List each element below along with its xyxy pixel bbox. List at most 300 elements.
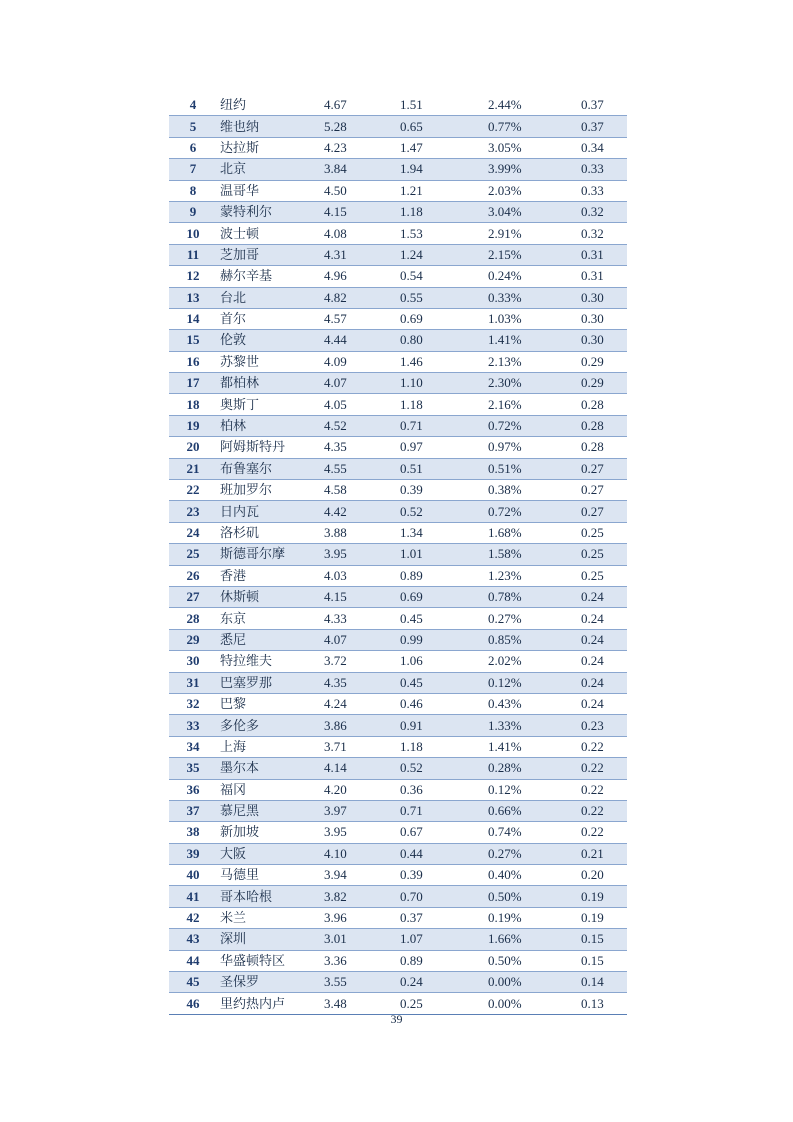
percent-cell: 1.33% bbox=[488, 715, 581, 736]
value-cell-2: 0.55 bbox=[400, 287, 488, 308]
rank-cell: 13 bbox=[169, 287, 217, 308]
table-row bbox=[169, 779, 627, 800]
score-cell: 0.32 bbox=[581, 201, 627, 222]
percent-cell: 0.00% bbox=[488, 972, 581, 993]
score-cell: 0.25 bbox=[581, 565, 627, 586]
table-row bbox=[169, 565, 627, 586]
rank-cell: 41 bbox=[169, 886, 217, 907]
city-cell: 里约热内卢 bbox=[217, 993, 324, 1014]
city-cell: 伦敦 bbox=[217, 330, 324, 351]
percent-cell: 0.12% bbox=[488, 779, 581, 800]
value-cell-1: 4.03 bbox=[324, 565, 400, 586]
city-cell: 哥本哈根 bbox=[217, 886, 324, 907]
score-cell: 0.27 bbox=[581, 458, 627, 479]
percent-cell: 0.85% bbox=[488, 629, 581, 650]
city-cell: 墨尔本 bbox=[217, 758, 324, 779]
city-cell: 纽约 bbox=[217, 95, 324, 116]
value-cell-1: 5.28 bbox=[324, 116, 400, 137]
page-number: 39 bbox=[390, 1012, 403, 1026]
rank-cell: 26 bbox=[169, 565, 217, 586]
score-cell: 0.32 bbox=[581, 223, 627, 244]
score-cell: 0.22 bbox=[581, 800, 627, 821]
percent-cell: 0.50% bbox=[488, 886, 581, 907]
value-cell-1: 3.96 bbox=[324, 907, 400, 928]
rank-cell: 6 bbox=[169, 137, 217, 158]
percent-cell: 2.30% bbox=[488, 373, 581, 394]
value-cell-1: 4.82 bbox=[324, 287, 400, 308]
city-cell: 福冈 bbox=[217, 779, 324, 800]
table-body bbox=[169, 95, 627, 1014]
score-cell: 0.24 bbox=[581, 608, 627, 629]
rank-cell: 11 bbox=[169, 244, 217, 265]
value-cell-2: 0.54 bbox=[400, 266, 488, 287]
value-cell-2: 0.65 bbox=[400, 116, 488, 137]
score-cell: 0.23 bbox=[581, 715, 627, 736]
percent-cell: 2.02% bbox=[488, 651, 581, 672]
city-cell: 奥斯丁 bbox=[217, 394, 324, 415]
percent-cell: 0.43% bbox=[488, 693, 581, 714]
value-cell-2: 0.89 bbox=[400, 950, 488, 971]
score-cell: 0.28 bbox=[581, 394, 627, 415]
rank-cell: 33 bbox=[169, 715, 217, 736]
value-cell-2: 0.71 bbox=[400, 800, 488, 821]
rank-cell: 24 bbox=[169, 522, 217, 543]
value-cell-1: 4.07 bbox=[324, 629, 400, 650]
score-cell: 0.31 bbox=[581, 244, 627, 265]
value-cell-2: 1.01 bbox=[400, 544, 488, 565]
city-cell: 台北 bbox=[217, 287, 324, 308]
rank-cell: 19 bbox=[169, 415, 217, 436]
table-row bbox=[169, 266, 627, 287]
city-cell: 芝加哥 bbox=[217, 244, 324, 265]
value-cell-2: 0.46 bbox=[400, 693, 488, 714]
value-cell-2: 0.52 bbox=[400, 501, 488, 522]
city-cell: 香港 bbox=[217, 565, 324, 586]
city-cell: 多伦多 bbox=[217, 715, 324, 736]
percent-cell: 0.19% bbox=[488, 907, 581, 928]
city-cell: 维也纳 bbox=[217, 116, 324, 137]
city-cell: 蒙特利尔 bbox=[217, 201, 324, 222]
percent-cell: 3.05% bbox=[488, 137, 581, 158]
value-cell-1: 4.52 bbox=[324, 415, 400, 436]
table-row bbox=[169, 693, 627, 714]
value-cell-2: 0.67 bbox=[400, 822, 488, 843]
city-cell: 米兰 bbox=[217, 907, 324, 928]
value-cell-2: 1.18 bbox=[400, 394, 488, 415]
percent-cell: 0.50% bbox=[488, 950, 581, 971]
rank-cell: 18 bbox=[169, 394, 217, 415]
score-cell: 0.24 bbox=[581, 693, 627, 714]
rank-cell: 14 bbox=[169, 308, 217, 329]
value-cell-2: 0.36 bbox=[400, 779, 488, 800]
city-cell: 马德里 bbox=[217, 865, 324, 886]
value-cell-2: 1.18 bbox=[400, 736, 488, 757]
rank-cell: 12 bbox=[169, 266, 217, 287]
score-cell: 0.37 bbox=[581, 95, 627, 116]
city-cell: 巴塞罗那 bbox=[217, 672, 324, 693]
score-cell: 0.15 bbox=[581, 929, 627, 950]
table-row bbox=[169, 800, 627, 821]
table-row bbox=[169, 865, 627, 886]
rank-cell: 44 bbox=[169, 950, 217, 971]
table-row bbox=[169, 672, 627, 693]
city-cell: 东京 bbox=[217, 608, 324, 629]
score-cell: 0.22 bbox=[581, 779, 627, 800]
rank-cell: 46 bbox=[169, 993, 217, 1014]
rank-cell: 35 bbox=[169, 758, 217, 779]
percent-cell: 2.16% bbox=[488, 394, 581, 415]
rank-cell: 4 bbox=[169, 95, 217, 116]
value-cell-2: 1.34 bbox=[400, 522, 488, 543]
table-row bbox=[169, 651, 627, 672]
city-cell: 布鲁塞尔 bbox=[217, 458, 324, 479]
value-cell-2: 0.37 bbox=[400, 907, 488, 928]
score-cell: 0.19 bbox=[581, 886, 627, 907]
value-cell-1: 3.36 bbox=[324, 950, 400, 971]
table-row bbox=[169, 394, 627, 415]
score-cell: 0.20 bbox=[581, 865, 627, 886]
value-cell-1: 4.14 bbox=[324, 758, 400, 779]
value-cell-1: 4.07 bbox=[324, 373, 400, 394]
table-row bbox=[169, 972, 627, 993]
value-cell-1: 3.71 bbox=[324, 736, 400, 757]
table-row bbox=[169, 437, 627, 458]
table-row bbox=[169, 758, 627, 779]
percent-cell: 2.13% bbox=[488, 351, 581, 372]
city-cell: 日内瓦 bbox=[217, 501, 324, 522]
score-cell: 0.22 bbox=[581, 758, 627, 779]
percent-cell: 2.15% bbox=[488, 244, 581, 265]
value-cell-2: 0.39 bbox=[400, 480, 488, 501]
value-cell-1: 3.97 bbox=[324, 800, 400, 821]
score-cell: 0.21 bbox=[581, 843, 627, 864]
value-cell-1: 4.09 bbox=[324, 351, 400, 372]
rank-cell: 23 bbox=[169, 501, 217, 522]
rank-cell: 42 bbox=[169, 907, 217, 928]
value-cell-2: 0.97 bbox=[400, 437, 488, 458]
score-cell: 0.27 bbox=[581, 480, 627, 501]
rank-cell: 15 bbox=[169, 330, 217, 351]
city-cell: 赫尔辛基 bbox=[217, 266, 324, 287]
table-row bbox=[169, 116, 627, 137]
rank-cell: 21 bbox=[169, 458, 217, 479]
score-cell: 0.19 bbox=[581, 907, 627, 928]
table-row bbox=[169, 458, 627, 479]
value-cell-1: 4.67 bbox=[324, 95, 400, 116]
value-cell-2: 0.44 bbox=[400, 843, 488, 864]
table-row bbox=[169, 201, 627, 222]
city-cell: 柏林 bbox=[217, 415, 324, 436]
table-row bbox=[169, 480, 627, 501]
value-cell-2: 0.45 bbox=[400, 608, 488, 629]
city-cell: 新加坡 bbox=[217, 822, 324, 843]
table-row bbox=[169, 843, 627, 864]
value-cell-1: 4.05 bbox=[324, 394, 400, 415]
rank-cell: 10 bbox=[169, 223, 217, 244]
rank-cell: 31 bbox=[169, 672, 217, 693]
rank-cell: 7 bbox=[169, 159, 217, 180]
city-cell: 上海 bbox=[217, 736, 324, 757]
percent-cell: 0.12% bbox=[488, 672, 581, 693]
percent-cell: 1.23% bbox=[488, 565, 581, 586]
city-cell: 都柏林 bbox=[217, 373, 324, 394]
table-row bbox=[169, 180, 627, 201]
percent-cell: 0.74% bbox=[488, 822, 581, 843]
percent-cell: 0.27% bbox=[488, 608, 581, 629]
value-cell-1: 4.08 bbox=[324, 223, 400, 244]
city-cell: 华盛顿特区 bbox=[217, 950, 324, 971]
rank-cell: 40 bbox=[169, 865, 217, 886]
table-row bbox=[169, 223, 627, 244]
rank-cell: 37 bbox=[169, 800, 217, 821]
percent-cell: 0.38% bbox=[488, 480, 581, 501]
rank-cell: 36 bbox=[169, 779, 217, 800]
value-cell-1: 3.72 bbox=[324, 651, 400, 672]
percent-cell: 0.40% bbox=[488, 865, 581, 886]
table-row bbox=[169, 929, 627, 950]
rank-cell: 30 bbox=[169, 651, 217, 672]
value-cell-1: 3.55 bbox=[324, 972, 400, 993]
city-cell: 苏黎世 bbox=[217, 351, 324, 372]
value-cell-2: 0.51 bbox=[400, 458, 488, 479]
value-cell-2: 0.69 bbox=[400, 308, 488, 329]
rank-cell: 27 bbox=[169, 586, 217, 607]
city-cell: 班加罗尔 bbox=[217, 480, 324, 501]
percent-cell: 2.44% bbox=[488, 95, 581, 116]
value-cell-2: 1.06 bbox=[400, 651, 488, 672]
rank-cell: 17 bbox=[169, 373, 217, 394]
city-cell: 大阪 bbox=[217, 843, 324, 864]
rank-cell: 39 bbox=[169, 843, 217, 864]
city-cell: 首尔 bbox=[217, 308, 324, 329]
table-row bbox=[169, 351, 627, 372]
percent-cell: 0.00% bbox=[488, 993, 581, 1014]
table-row bbox=[169, 137, 627, 158]
city-cell: 深圳 bbox=[217, 929, 324, 950]
value-cell-2: 0.99 bbox=[400, 629, 488, 650]
rank-cell: 45 bbox=[169, 972, 217, 993]
table-row bbox=[169, 159, 627, 180]
percent-cell: 1.66% bbox=[488, 929, 581, 950]
city-cell: 休斯顿 bbox=[217, 586, 324, 607]
rank-cell: 43 bbox=[169, 929, 217, 950]
value-cell-1: 3.95 bbox=[324, 544, 400, 565]
score-cell: 0.29 bbox=[581, 351, 627, 372]
value-cell-2: 0.25 bbox=[400, 993, 488, 1014]
table-row bbox=[169, 544, 627, 565]
percent-cell: 3.04% bbox=[488, 201, 581, 222]
value-cell-1: 4.33 bbox=[324, 608, 400, 629]
rank-cell: 29 bbox=[169, 629, 217, 650]
value-cell-2: 1.07 bbox=[400, 929, 488, 950]
rank-cell: 28 bbox=[169, 608, 217, 629]
table-row bbox=[169, 586, 627, 607]
percent-cell: 1.58% bbox=[488, 544, 581, 565]
city-cell: 斯德哥尔摩 bbox=[217, 544, 324, 565]
rank-cell: 16 bbox=[169, 351, 217, 372]
percent-cell: 0.51% bbox=[488, 458, 581, 479]
score-cell: 0.31 bbox=[581, 266, 627, 287]
score-cell: 0.28 bbox=[581, 415, 627, 436]
rank-cell: 20 bbox=[169, 437, 217, 458]
percent-cell: 0.24% bbox=[488, 266, 581, 287]
rank-cell: 25 bbox=[169, 544, 217, 565]
table-row bbox=[169, 95, 627, 116]
percent-cell: 0.27% bbox=[488, 843, 581, 864]
percent-cell: 0.72% bbox=[488, 415, 581, 436]
table-row bbox=[169, 736, 627, 757]
value-cell-2: 0.24 bbox=[400, 972, 488, 993]
percent-cell: 1.41% bbox=[488, 736, 581, 757]
score-cell: 0.22 bbox=[581, 736, 627, 757]
score-cell: 0.24 bbox=[581, 672, 627, 693]
table-row bbox=[169, 330, 627, 351]
table-row bbox=[169, 886, 627, 907]
value-cell-2: 1.18 bbox=[400, 201, 488, 222]
value-cell-2: 0.39 bbox=[400, 865, 488, 886]
value-cell-1: 4.31 bbox=[324, 244, 400, 265]
percent-cell: 0.72% bbox=[488, 501, 581, 522]
city-cell: 圣保罗 bbox=[217, 972, 324, 993]
value-cell-2: 0.69 bbox=[400, 586, 488, 607]
rank-cell: 34 bbox=[169, 736, 217, 757]
value-cell-2: 1.94 bbox=[400, 159, 488, 180]
value-cell-2: 1.47 bbox=[400, 137, 488, 158]
percent-cell: 0.66% bbox=[488, 800, 581, 821]
value-cell-1: 4.20 bbox=[324, 779, 400, 800]
value-cell-1: 4.96 bbox=[324, 266, 400, 287]
table-row bbox=[169, 907, 627, 928]
table-row bbox=[169, 373, 627, 394]
table-row bbox=[169, 244, 627, 265]
value-cell-2: 0.89 bbox=[400, 565, 488, 586]
percent-cell: 2.03% bbox=[488, 180, 581, 201]
table-row bbox=[169, 415, 627, 436]
score-cell: 0.37 bbox=[581, 116, 627, 137]
score-cell: 0.33 bbox=[581, 159, 627, 180]
value-cell-2: 0.45 bbox=[400, 672, 488, 693]
score-cell: 0.33 bbox=[581, 180, 627, 201]
value-cell-1: 4.24 bbox=[324, 693, 400, 714]
rank-cell: 8 bbox=[169, 180, 217, 201]
city-cell: 温哥华 bbox=[217, 180, 324, 201]
score-cell: 0.34 bbox=[581, 137, 627, 158]
value-cell-1: 4.23 bbox=[324, 137, 400, 158]
percent-cell: 3.99% bbox=[488, 159, 581, 180]
value-cell-1: 3.88 bbox=[324, 522, 400, 543]
table-row bbox=[169, 822, 627, 843]
value-cell-1: 4.44 bbox=[324, 330, 400, 351]
percent-cell: 1.03% bbox=[488, 308, 581, 329]
table-row bbox=[169, 522, 627, 543]
rank-cell: 32 bbox=[169, 693, 217, 714]
score-cell: 0.25 bbox=[581, 522, 627, 543]
value-cell-1: 3.95 bbox=[324, 822, 400, 843]
table-row bbox=[169, 287, 627, 308]
value-cell-1: 4.15 bbox=[324, 201, 400, 222]
city-cell: 阿姆斯特丹 bbox=[217, 437, 324, 458]
table-row bbox=[169, 608, 627, 629]
percent-cell: 0.77% bbox=[488, 116, 581, 137]
value-cell-1: 3.82 bbox=[324, 886, 400, 907]
table-row bbox=[169, 950, 627, 971]
value-cell-2: 1.51 bbox=[400, 95, 488, 116]
percent-cell: 0.78% bbox=[488, 586, 581, 607]
value-cell-2: 1.10 bbox=[400, 373, 488, 394]
value-cell-1: 3.84 bbox=[324, 159, 400, 180]
score-cell: 0.15 bbox=[581, 950, 627, 971]
rank-cell: 38 bbox=[169, 822, 217, 843]
table-row bbox=[169, 501, 627, 522]
value-cell-2: 0.91 bbox=[400, 715, 488, 736]
value-cell-1: 4.10 bbox=[324, 843, 400, 864]
percent-cell: 0.97% bbox=[488, 437, 581, 458]
value-cell-1: 3.94 bbox=[324, 865, 400, 886]
value-cell-2: 0.71 bbox=[400, 415, 488, 436]
score-cell: 0.30 bbox=[581, 287, 627, 308]
percent-cell: 2.91% bbox=[488, 223, 581, 244]
ranking-table-container bbox=[169, 95, 624, 1015]
value-cell-1: 3.48 bbox=[324, 993, 400, 1014]
value-cell-1: 4.15 bbox=[324, 586, 400, 607]
value-cell-1: 4.35 bbox=[324, 672, 400, 693]
score-cell: 0.22 bbox=[581, 822, 627, 843]
score-cell: 0.13 bbox=[581, 993, 627, 1014]
city-ranking-table bbox=[169, 95, 627, 1015]
city-cell: 慕尼黑 bbox=[217, 800, 324, 821]
score-cell: 0.14 bbox=[581, 972, 627, 993]
city-cell: 达拉斯 bbox=[217, 137, 324, 158]
percent-cell: 0.28% bbox=[488, 758, 581, 779]
city-cell: 洛杉矶 bbox=[217, 522, 324, 543]
value-cell-2: 0.80 bbox=[400, 330, 488, 351]
city-cell: 波士顿 bbox=[217, 223, 324, 244]
value-cell-2: 0.52 bbox=[400, 758, 488, 779]
rank-cell: 22 bbox=[169, 480, 217, 501]
table-row bbox=[169, 715, 627, 736]
value-cell-2: 1.46 bbox=[400, 351, 488, 372]
table-row bbox=[169, 629, 627, 650]
score-cell: 0.30 bbox=[581, 330, 627, 351]
table-row bbox=[169, 308, 627, 329]
value-cell-2: 0.70 bbox=[400, 886, 488, 907]
score-cell: 0.27 bbox=[581, 501, 627, 522]
score-cell: 0.24 bbox=[581, 651, 627, 672]
value-cell-1: 4.50 bbox=[324, 180, 400, 201]
city-cell: 北京 bbox=[217, 159, 324, 180]
city-cell: 巴黎 bbox=[217, 693, 324, 714]
percent-cell: 0.33% bbox=[488, 287, 581, 308]
rank-cell: 5 bbox=[169, 116, 217, 137]
value-cell-2: 1.53 bbox=[400, 223, 488, 244]
value-cell-1: 4.35 bbox=[324, 437, 400, 458]
score-cell: 0.30 bbox=[581, 308, 627, 329]
value-cell-1: 3.86 bbox=[324, 715, 400, 736]
score-cell: 0.29 bbox=[581, 373, 627, 394]
percent-cell: 1.41% bbox=[488, 330, 581, 351]
value-cell-1: 4.55 bbox=[324, 458, 400, 479]
rank-cell: 9 bbox=[169, 201, 217, 222]
score-cell: 0.25 bbox=[581, 544, 627, 565]
value-cell-2: 1.21 bbox=[400, 180, 488, 201]
score-cell: 0.24 bbox=[581, 629, 627, 650]
value-cell-1: 3.01 bbox=[324, 929, 400, 950]
value-cell-1: 4.58 bbox=[324, 480, 400, 501]
city-cell: 特拉维夫 bbox=[217, 651, 324, 672]
percent-cell: 1.68% bbox=[488, 522, 581, 543]
score-cell: 0.24 bbox=[581, 586, 627, 607]
value-cell-2: 1.24 bbox=[400, 244, 488, 265]
